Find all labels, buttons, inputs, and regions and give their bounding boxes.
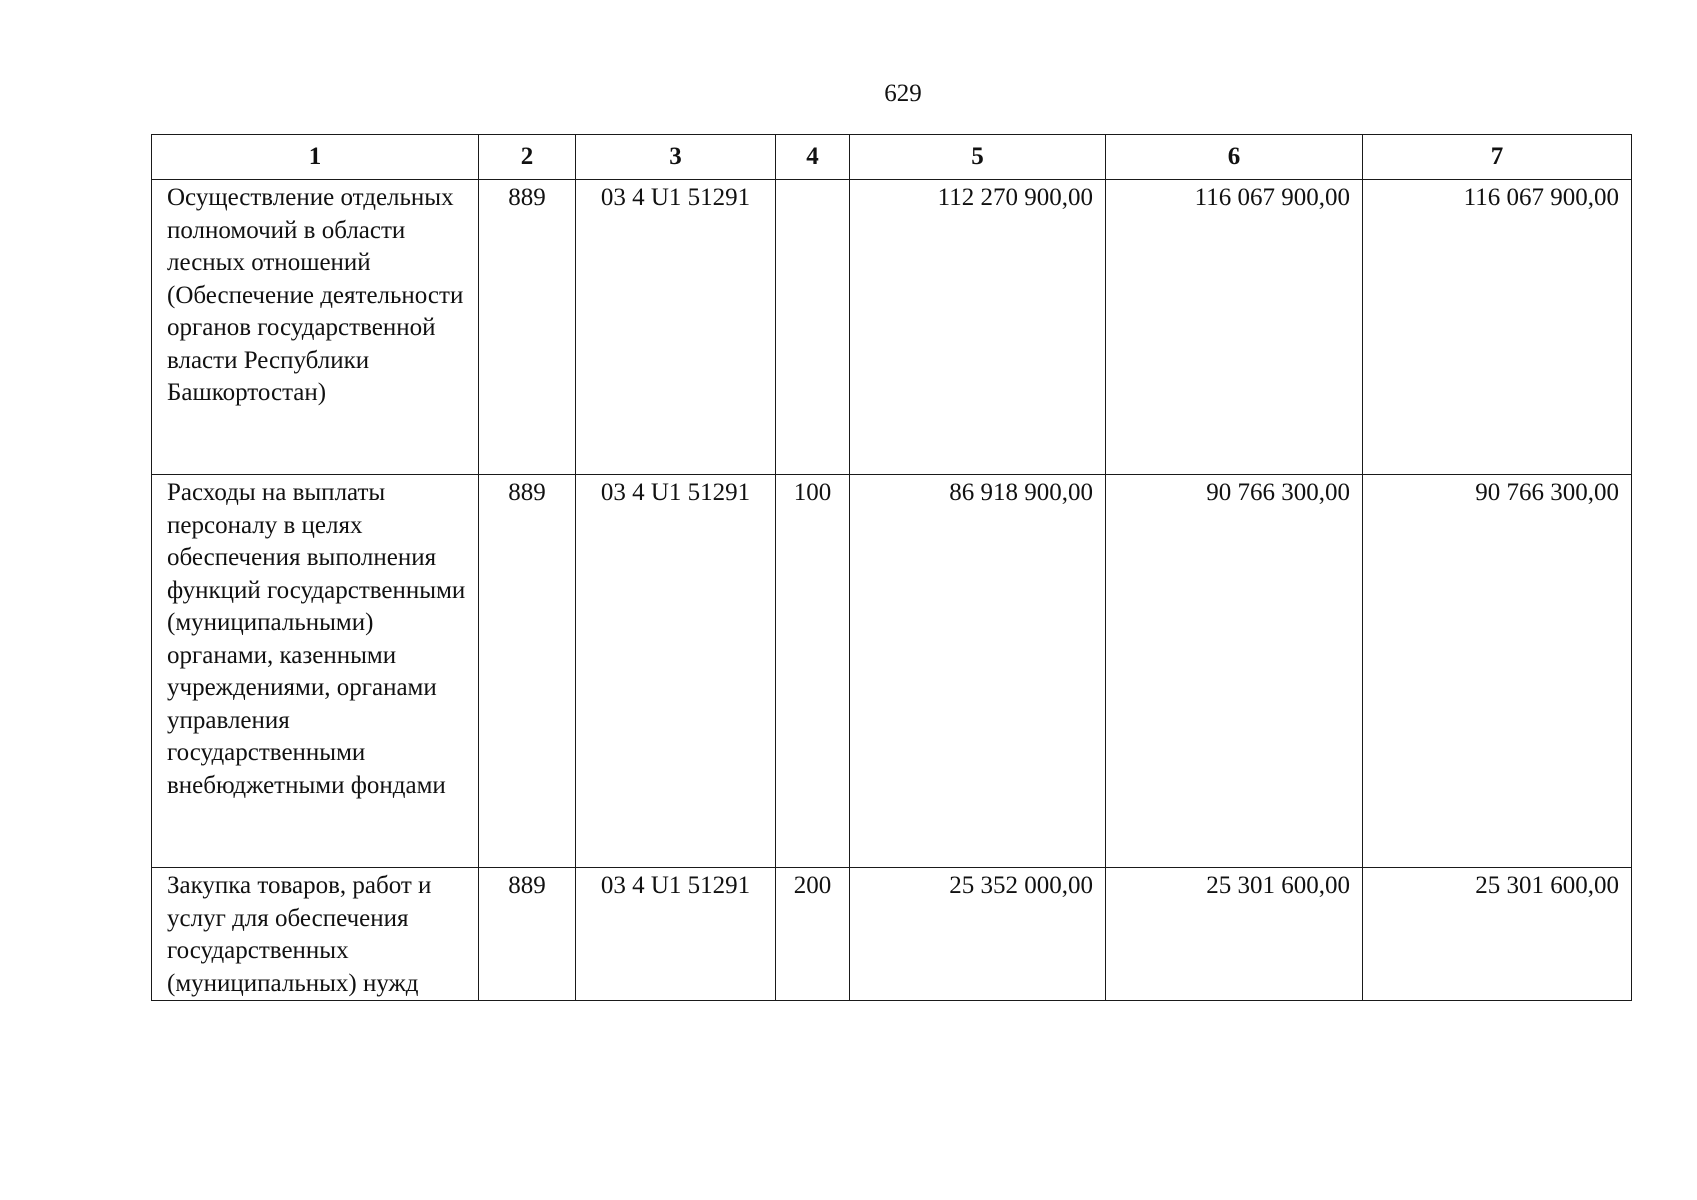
column-header-7: 7 bbox=[1363, 135, 1632, 180]
row-amount-3-cell: 25 301 600,00 bbox=[1363, 868, 1632, 1001]
row-amount-1-cell: 86 918 900,00 bbox=[850, 475, 1106, 868]
column-header-2: 2 bbox=[479, 135, 576, 180]
row-amount-2-cell: 25 301 600,00 bbox=[1106, 868, 1363, 1001]
table-row bbox=[152, 475, 1632, 868]
row-type-cell: 200 bbox=[776, 868, 850, 1001]
row-name-cell: Закупка товаров, работ и услуг для обеспечения государственных (муниципальных) нужд bbox=[152, 868, 479, 1001]
column-header-6: 6 bbox=[1106, 135, 1363, 180]
row-amount-1-cell: 112 270 900,00 bbox=[850, 180, 1106, 475]
row-amount-2-cell: 90 766 300,00 bbox=[1106, 475, 1363, 868]
row-amount-3-cell: 90 766 300,00 bbox=[1363, 475, 1632, 868]
column-header-1: 1 bbox=[152, 135, 479, 180]
row-amount-3-cell: 116 067 900,00 bbox=[1363, 180, 1632, 475]
row-code-cell: 889 bbox=[479, 868, 576, 1001]
row-target-cell: 03 4 U1 51291 bbox=[576, 475, 776, 868]
row-code-cell: 889 bbox=[479, 475, 576, 868]
column-header-3: 3 bbox=[576, 135, 776, 180]
column-header-5: 5 bbox=[850, 135, 1106, 180]
row-target-cell: 03 4 U1 51291 bbox=[576, 868, 776, 1001]
column-header-4: 4 bbox=[776, 135, 850, 180]
row-name-cell: Расходы на выплаты персоналу в целях обеспечения выполнения функций государственными (муниципальными) органами, казенными учреждениями, органами управления государственными внебюджетными фондами bbox=[152, 475, 479, 868]
row-amount-1-cell: 25 352 000,00 bbox=[850, 868, 1106, 1001]
row-amount-2-cell: 116 067 900,00 bbox=[1106, 180, 1363, 475]
header-row bbox=[152, 135, 1632, 180]
table-row bbox=[152, 868, 1632, 1001]
row-code-cell: 889 bbox=[479, 180, 576, 475]
page-number: 629 bbox=[884, 80, 922, 107]
row-name-cell: Осуществление отдельных полномочий в области лесных отношений (Обеспечение деятельности органов государственной власти Республики Башкортостан) bbox=[152, 180, 479, 475]
row-type-cell: 100 bbox=[776, 475, 850, 868]
row-type-cell bbox=[776, 180, 850, 475]
budget-table bbox=[151, 134, 1632, 1001]
table-row bbox=[152, 180, 1632, 475]
row-target-cell: 03 4 U1 51291 bbox=[576, 180, 776, 475]
